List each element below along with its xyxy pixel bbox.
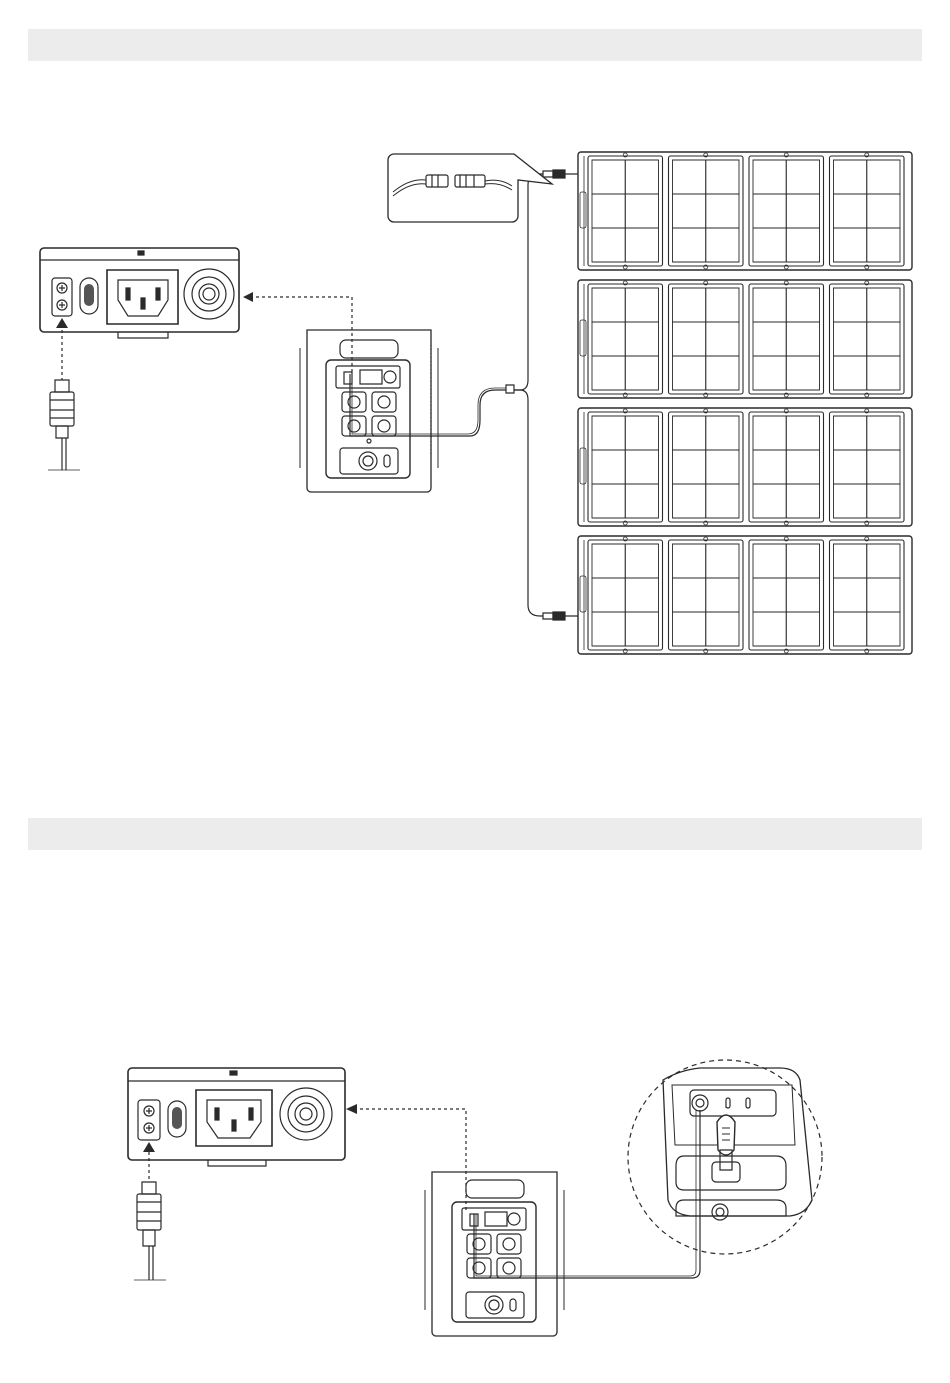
plug-arrow-bottom <box>143 1142 155 1180</box>
power-station-rear-bottom <box>425 1172 564 1336</box>
fuse-holder-icon-2 <box>138 1100 160 1140</box>
solar-panel-row <box>578 152 912 270</box>
power-station-rear-top <box>300 330 438 492</box>
pv-input-cable-top <box>350 170 578 620</box>
xt60-port-icon-2 <box>280 1088 332 1140</box>
xt60-port-icon <box>184 269 234 319</box>
port-closeup-panel-bottom <box>128 1068 345 1166</box>
port-closeup-panel-top <box>40 248 239 338</box>
ac-inlet-icon-2 <box>196 1090 272 1146</box>
car-socket-zoom <box>628 1060 822 1254</box>
dc-plug-icon-2 <box>134 1182 166 1280</box>
solar-panel-array <box>578 152 912 654</box>
fuse-holder-icon <box>52 278 72 316</box>
ac-inlet-icon <box>107 270 178 324</box>
plug-arrow-top <box>56 318 68 380</box>
dc-plug-icon <box>48 380 80 470</box>
car-charging-cable <box>474 1110 700 1278</box>
switch-icon <box>80 278 98 314</box>
solar-panel-row <box>578 536 912 654</box>
closeup-pointer-bottom <box>346 1104 466 1210</box>
solar-panel-row <box>578 408 912 526</box>
switch-icon-2 <box>168 1101 186 1137</box>
car-charger-plug-icon <box>717 1100 735 1170</box>
solar-panel-row <box>578 280 912 398</box>
